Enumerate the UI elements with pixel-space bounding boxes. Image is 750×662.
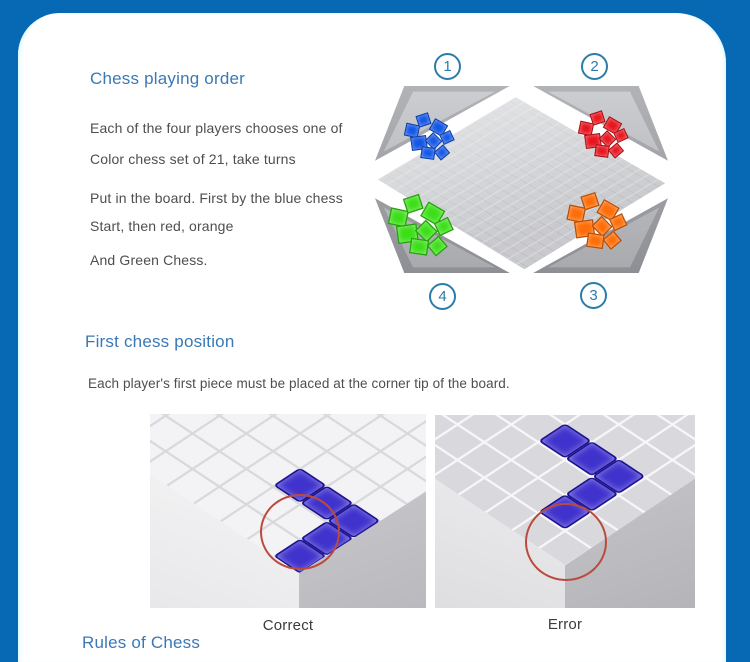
board-photo — [375, 86, 668, 273]
highlight-circle — [260, 494, 340, 570]
error-caption: Error — [547, 616, 583, 633]
correct-example-photo — [150, 414, 426, 608]
orange-pieces-cluster — [565, 184, 632, 251]
order-text-line: Each of the four players chooses one of — [90, 120, 343, 136]
step-marker-4: 4 — [429, 283, 456, 310]
correct-caption: Correct — [262, 617, 314, 634]
step-marker-2: 2 — [581, 53, 608, 80]
board-figure — [370, 50, 670, 312]
rules-section-title: Rules of Chess — [82, 633, 201, 652]
step-marker-3: 3 — [580, 282, 607, 309]
position-section-title: First chess position — [85, 332, 235, 351]
highlight-circle — [525, 503, 607, 581]
step-marker-1: 1 — [434, 53, 461, 80]
blue-pieces-cluster — [403, 106, 459, 162]
order-text-line: Put in the board. First by the blue chess — [90, 190, 343, 206]
order-text-line: And Green Chess. — [90, 252, 208, 268]
order-section-title: Chess playing order — [90, 69, 245, 88]
error-example-photo — [435, 415, 695, 608]
content-card — [18, 13, 726, 662]
order-text-line: Start, then red, orange — [90, 218, 234, 234]
red-pieces-cluster — [577, 104, 633, 160]
position-description: Each player's first piece must be placed at the corner tip of the board. — [88, 376, 510, 391]
green-pieces-cluster — [387, 186, 460, 259]
order-text-line: Color chess set of 21, take turns — [90, 151, 296, 167]
